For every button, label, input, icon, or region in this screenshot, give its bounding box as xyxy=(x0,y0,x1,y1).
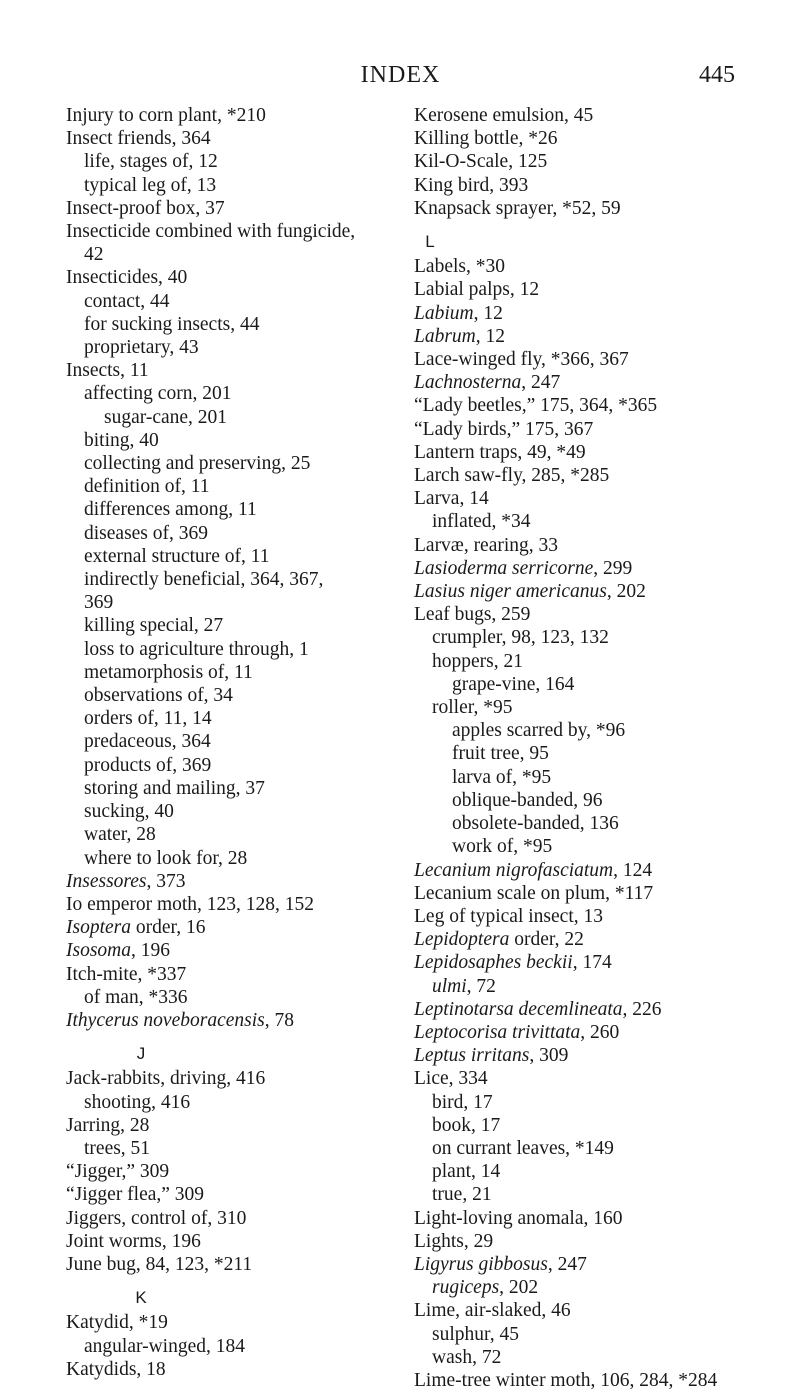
index-subsubentry: sugar-cane, 201 xyxy=(104,406,228,428)
latin-term: Ithycerus noveboracensis xyxy=(66,1009,265,1031)
index-subentry: collecting and preserving, 25 xyxy=(84,453,311,475)
index-entry: Knapsack sprayer, *52, 59 xyxy=(414,197,621,219)
index-subentry: differences among, 11 xyxy=(84,499,257,521)
page-ref: , 373 xyxy=(146,870,186,892)
index-subentry: diseases of, 369 xyxy=(84,522,209,544)
page-ref: , 72 xyxy=(466,975,496,997)
page-ref: , 78 xyxy=(264,1009,294,1031)
index-entry: Joint worms, 196 xyxy=(66,1230,201,1252)
index-subentry: where to look for, 28 xyxy=(84,847,248,869)
index-entry xyxy=(414,1253,784,1276)
page-ref: , 299 xyxy=(593,557,633,579)
latin-term: Lepidoptera xyxy=(414,929,510,951)
index-entry: Lime-tree winter moth, 106, 284, *284 xyxy=(414,1369,718,1391)
index-entry xyxy=(66,939,406,962)
index-subentry: contact, 44 xyxy=(84,290,170,312)
index-subentry: book, 17 xyxy=(432,1114,501,1136)
index-subentry: predaceous, 364 xyxy=(84,731,211,753)
index-column-right xyxy=(414,104,784,1392)
page-ref: , 12 xyxy=(473,302,503,324)
index-entry: Katydid, *19 xyxy=(66,1312,168,1334)
index-subentry: typical leg of, 13 xyxy=(84,174,217,196)
index-entry: Leaf bugs, 259 xyxy=(414,604,531,626)
page-ref: , 226 xyxy=(622,998,662,1020)
index-entry: Lime, air-slaked, 46 xyxy=(414,1300,571,1322)
index-subentry: hoppers, 21 xyxy=(432,650,523,672)
latin-term: ulmi xyxy=(432,975,467,997)
index-entry: Lecanium scale on plum, *117 xyxy=(414,882,654,904)
index-entry: Labial palps, 12 xyxy=(414,279,540,301)
index-entry xyxy=(414,859,784,882)
index-entry: Injury to corn plant, *210 xyxy=(66,105,266,126)
index-entry: King bird, 393 xyxy=(414,174,529,196)
index-entry xyxy=(414,1021,784,1044)
index-column-left xyxy=(66,104,406,1381)
index-entry: “Lady birds,” 175, 367 xyxy=(414,418,594,440)
index-entry: Insecticide combined with fungicide, xyxy=(66,221,356,243)
index-entry: Katydids, 18 xyxy=(66,1358,166,1380)
index-subentry: trees, 51 xyxy=(84,1137,151,1159)
section-letter-l: L xyxy=(425,232,435,252)
index-subentry: water, 28 xyxy=(84,824,156,846)
index-entry: Jarring, 28 xyxy=(66,1114,150,1136)
index-entry: June bug, 84, 123, *211 xyxy=(66,1253,253,1275)
index-entry xyxy=(414,951,784,974)
page-number: 445 xyxy=(699,62,735,88)
page-ref: order, 16 xyxy=(131,917,206,939)
index-subentry xyxy=(414,975,784,998)
index-subentry: crumpler, 98, 123, 132 xyxy=(432,627,609,649)
index-entry xyxy=(414,302,784,325)
index-subentry: for sucking insects, 44 xyxy=(84,313,260,335)
index-entry xyxy=(66,916,406,939)
page-ref: order, 22 xyxy=(509,929,584,951)
index-entry xyxy=(414,557,784,580)
latin-term: Labium xyxy=(414,302,474,324)
index-subentry-continuation: 369 xyxy=(84,592,114,614)
index-subentry: observations of, 34 xyxy=(84,685,233,707)
index-subentry: of man, *336 xyxy=(84,986,188,1008)
index-subentry: wash, 72 xyxy=(432,1346,502,1368)
index-subentry: products of, 369 xyxy=(84,754,212,776)
index-subentry: killing special, 27 xyxy=(84,615,224,637)
page-ref: , 12 xyxy=(475,325,506,347)
latin-term: Isosoma xyxy=(66,940,132,962)
index-entry: Insects, 11 xyxy=(66,360,149,382)
latin-term: Lachnosterna xyxy=(414,372,522,394)
latin-term: Insessores xyxy=(66,870,147,892)
latin-term: Isoptera xyxy=(66,917,131,939)
index-entry: Larvæ, rearing, 33 xyxy=(414,534,559,556)
index-subentry: indirectly beneficial, 364, 367, xyxy=(84,569,324,591)
latin-term: Ligyrus gibbosus xyxy=(414,1253,548,1275)
index-subsubentry: work of, *95 xyxy=(452,836,553,858)
index-subentry: sulphur, 45 xyxy=(432,1323,519,1345)
index-subentry: angular-winged, 184 xyxy=(84,1335,245,1357)
index-entry: Lace-winged fly, *366, 367 xyxy=(414,349,629,371)
index-entry: Insecticides, 40 xyxy=(66,267,188,289)
index-entry xyxy=(414,580,784,603)
index-entry xyxy=(66,870,406,893)
index-entry: Insect friends, 364 xyxy=(66,128,211,150)
index-subentry: orders of, 11, 14 xyxy=(84,708,212,730)
latin-term: Labrum xyxy=(414,325,476,347)
index-subentry: external structure of, 11 xyxy=(84,545,270,567)
index-subentry: inflated, *34 xyxy=(432,511,531,533)
index-subsubentry: obsolete-banded, 136 xyxy=(452,813,619,835)
latin-term: Leptocorisa trivittata xyxy=(414,1021,581,1043)
index-subentry: bird, 17 xyxy=(432,1091,493,1113)
index-subentry: sucking, 40 xyxy=(84,801,174,823)
page-ref: , 247 xyxy=(547,1253,587,1275)
index-entry: Larva, 14 xyxy=(414,488,489,510)
index-entry: Io emperor moth, 123, 128, 152 xyxy=(66,893,315,915)
index-subentry: plant, 14 xyxy=(432,1161,501,1183)
index-subentry: loss to agriculture through, 1 xyxy=(84,638,309,660)
index-subentry: roller, *95 xyxy=(432,697,513,719)
latin-term: Lasioderma serricorne xyxy=(414,557,594,579)
index-entry: “Jigger,” 309 xyxy=(66,1161,170,1183)
index-entry xyxy=(66,1009,406,1032)
index-entry: Jack-rabbits, driving, 416 xyxy=(66,1068,266,1090)
index-subentry: metamorphosis of, 11 xyxy=(84,661,253,683)
latin-term: Lasius niger americanus xyxy=(414,581,607,603)
index-entry: Kil-O-Scale, 125 xyxy=(414,151,548,173)
index-subsubentry: larva of, *95 xyxy=(452,766,552,788)
index-entry: Larch saw-fly, 285, *285 xyxy=(414,465,610,487)
index-entry: Itch-mite, *337 xyxy=(66,963,187,985)
page-ref: , 260 xyxy=(580,1021,620,1043)
index-subentry xyxy=(414,1276,784,1299)
section-letter-k: K xyxy=(135,1288,147,1308)
page-ref: , 309 xyxy=(529,1045,569,1067)
page-header xyxy=(0,62,801,92)
index-entry: Lice, 334 xyxy=(414,1068,488,1090)
index-subentry: on currant leaves, *149 xyxy=(432,1137,614,1159)
index-entry xyxy=(414,371,784,394)
index-entry: Lantern traps, 49, *49 xyxy=(414,441,586,463)
page-ref: , 174 xyxy=(572,952,612,974)
index-entry xyxy=(414,1044,784,1067)
index-subsubentry: fruit tree, 95 xyxy=(452,743,549,765)
index-entry xyxy=(414,998,784,1021)
index-subentry: affecting corn, 201 xyxy=(84,383,232,405)
latin-term: Lecanium nigrofasciatum xyxy=(414,859,614,881)
index-entry: Labels, *30 xyxy=(414,256,505,278)
index-entry: Killing bottle, *26 xyxy=(414,128,558,150)
index-entry: Kerosene emulsion, 45 xyxy=(414,105,594,126)
section-letter-j: J xyxy=(136,1044,146,1064)
page-ref: , 124 xyxy=(613,859,653,881)
page-ref: , 247 xyxy=(521,372,561,394)
index-entry: Leg of typical insect, 13 xyxy=(414,905,603,927)
latin-term: Lepidosaphes beckii xyxy=(414,952,573,974)
index-entry xyxy=(414,928,784,951)
index-entry: Insect-proof box, 37 xyxy=(66,197,225,219)
index-subentry: proprietary, 43 xyxy=(84,337,199,359)
index-entry-continuation: 42 xyxy=(84,244,104,266)
index-subsubentry: apples scarred by, *96 xyxy=(452,720,626,742)
index-entry: “Lady beetles,” 175, 364, *365 xyxy=(414,395,658,417)
index-subentry: shooting, 416 xyxy=(84,1091,191,1113)
index-subsubentry: grape-vine, 164 xyxy=(452,673,575,695)
page-ref: , 202 xyxy=(499,1277,539,1299)
index-subsubentry: oblique-banded, 96 xyxy=(452,789,603,811)
page-ref: , 202 xyxy=(606,581,646,603)
latin-term: Leptus irritans xyxy=(414,1045,530,1067)
page-ref: , 196 xyxy=(131,940,171,962)
index-subentry: true, 21 xyxy=(432,1184,492,1206)
index-entry: Lights, 29 xyxy=(414,1230,494,1252)
latin-term: rugiceps xyxy=(432,1277,500,1299)
index-subentry: definition of, 11 xyxy=(84,476,210,498)
index-entry xyxy=(414,325,784,348)
index-subentry: life, stages of, 12 xyxy=(84,151,218,173)
page-title: INDEX xyxy=(360,62,441,88)
index-entry: Jiggers, control of, 310 xyxy=(66,1207,247,1229)
index-subentry: biting, 40 xyxy=(84,429,159,451)
latin-term: Leptinotarsa decemlineata xyxy=(414,998,623,1020)
index-entry: “Jigger flea,” 309 xyxy=(66,1184,205,1206)
index-subentry: storing and mailing, 37 xyxy=(84,777,265,799)
index-entry: Light-loving anomala, 160 xyxy=(414,1207,623,1229)
